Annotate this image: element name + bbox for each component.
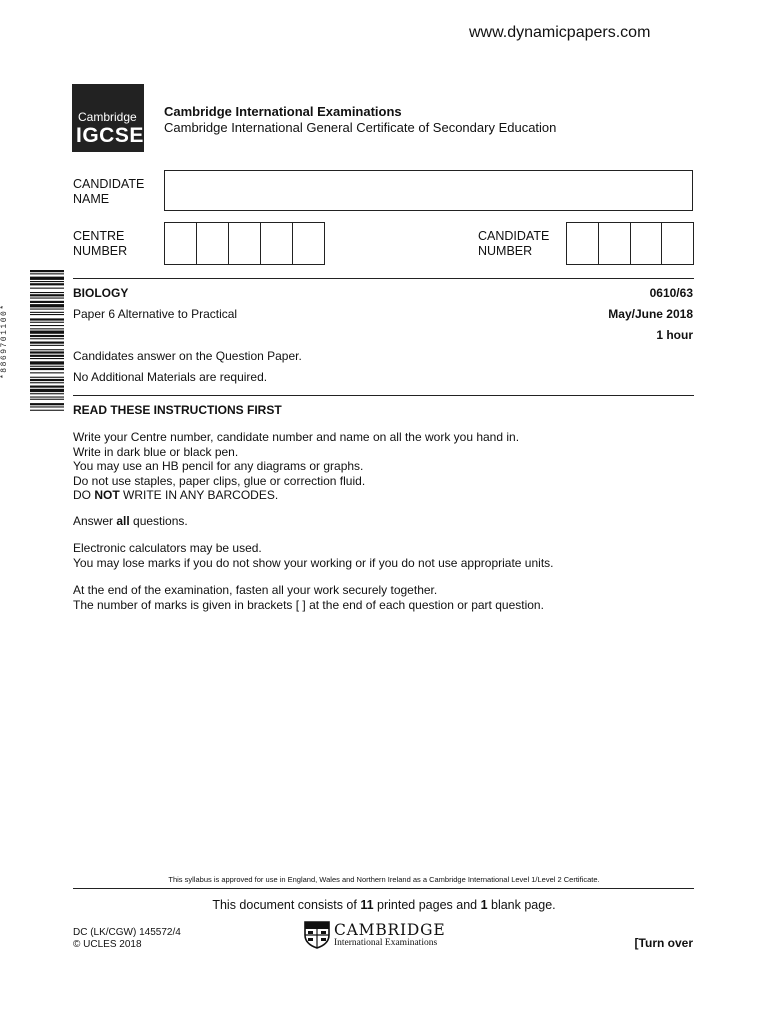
label-line: CENTRE xyxy=(73,229,125,243)
digit-box[interactable] xyxy=(197,223,229,264)
instructions-paragraph-3 xyxy=(73,541,553,570)
candidate-number-label xyxy=(478,229,568,259)
digit-box[interactable] xyxy=(599,223,631,264)
instruction-line xyxy=(73,488,519,503)
subject: BIOLOGY xyxy=(73,286,129,300)
org-subtitle: Cambridge International General Certificate of Secondary Education xyxy=(164,120,557,135)
instructions-paragraph-1 xyxy=(73,430,519,503)
label-line: CANDIDATE xyxy=(478,229,550,243)
instruction-line: At the end of the examination, fasten all your work securely together. xyxy=(73,583,438,597)
exam-session: May/June 2018 xyxy=(608,307,693,321)
copyright: © UCLES 2018 xyxy=(73,939,142,950)
paper-code: 0610/63 xyxy=(649,286,693,300)
logo-line-1: Cambridge xyxy=(78,110,137,124)
digit-box[interactable] xyxy=(293,223,324,264)
logo-line-2: IGCSE xyxy=(76,124,144,147)
text: This document consists of xyxy=(212,898,361,912)
label-line: NAME xyxy=(73,192,110,206)
centre-number-field[interactable] xyxy=(164,222,325,265)
digit-box[interactable] xyxy=(662,223,693,264)
text: Answer xyxy=(73,514,117,528)
text: DO xyxy=(73,488,95,503)
label-line: NUMBER xyxy=(478,244,533,258)
exam-duration: 1 hour xyxy=(656,328,693,342)
instruction-line: Do not use staples, paper clips, glue or correction fluid. xyxy=(73,473,366,488)
instruction-line: The number of marks is given in brackets [ ] at the end of each question or part question. xyxy=(73,597,544,612)
digit-box[interactable] xyxy=(631,223,663,264)
label-line: CANDIDATE xyxy=(73,177,145,191)
instruction-line: You may use an HB pencil for any diagrams or graphs. xyxy=(73,459,364,474)
digit-box[interactable] xyxy=(261,223,293,264)
text: WRITE IN ANY BARCODES. xyxy=(119,488,279,503)
divider xyxy=(73,278,694,279)
org-title: Cambridge International Examinations xyxy=(164,104,402,119)
divider xyxy=(73,395,694,396)
materials-note-2: No Additional Materials are required. xyxy=(73,370,268,384)
turn-over: [Turn over xyxy=(634,936,693,950)
label-line: NUMBER xyxy=(73,244,128,258)
instruction-line: Write in dark blue or black pen. xyxy=(73,444,239,459)
cambridge-wordmark: CAMBRIDGE xyxy=(334,921,446,939)
text: questions. xyxy=(129,514,188,528)
shield-icon xyxy=(304,921,330,949)
instruction-line: You may lose marks if you do not show your working or if you do not use appropriate units. xyxy=(73,555,554,570)
site-url[interactable]: www.dynamicpapers.com xyxy=(469,24,651,41)
barcode-digits: *8869701100* xyxy=(0,303,9,379)
instructions-paragraph-2 xyxy=(73,514,188,529)
centre-number-label xyxy=(73,229,163,259)
cambridge-subtitle: International Examinations xyxy=(334,938,438,948)
candidate-name-label xyxy=(73,177,163,207)
page-count-note xyxy=(0,898,768,912)
candidate-number-field[interactable] xyxy=(566,222,694,265)
candidate-name-field[interactable] xyxy=(164,170,693,211)
materials-note-1: Candidates answer on the Question Paper. xyxy=(73,349,302,363)
digit-box[interactable] xyxy=(165,223,197,264)
barcode-image xyxy=(30,270,64,412)
approval-note: This syllabus is approved for use in England, Wales and Northern Ireland as a Cambridge International Level 1/Level 2 Certificate. xyxy=(168,875,600,884)
emphasis: 11 xyxy=(360,898,374,912)
instruction-line xyxy=(73,514,188,529)
emphasis: NOT xyxy=(94,488,120,503)
text: printed pages and xyxy=(373,898,481,912)
divider xyxy=(73,888,694,889)
instructions-heading: READ THESE INSTRUCTIONS FIRST xyxy=(73,403,282,417)
instruction-line: Write your Centre number, candidate number and name on all the work you hand in. xyxy=(73,430,520,444)
igcse-logo xyxy=(72,84,144,152)
instructions-paragraph-4 xyxy=(73,583,544,612)
digit-box[interactable] xyxy=(567,223,599,264)
digit-box[interactable] xyxy=(229,223,261,264)
cambridge-logo xyxy=(304,921,464,951)
emphasis: all xyxy=(116,514,130,528)
text: blank page. xyxy=(487,898,556,912)
instruction-line: Electronic calculators may be used. xyxy=(73,541,262,555)
emphasis: 1 xyxy=(480,898,488,912)
document-reference: DC (LK/CGW) 145572/4 xyxy=(73,927,181,938)
paper-title: Paper 6 Alternative to Practical xyxy=(73,307,238,321)
